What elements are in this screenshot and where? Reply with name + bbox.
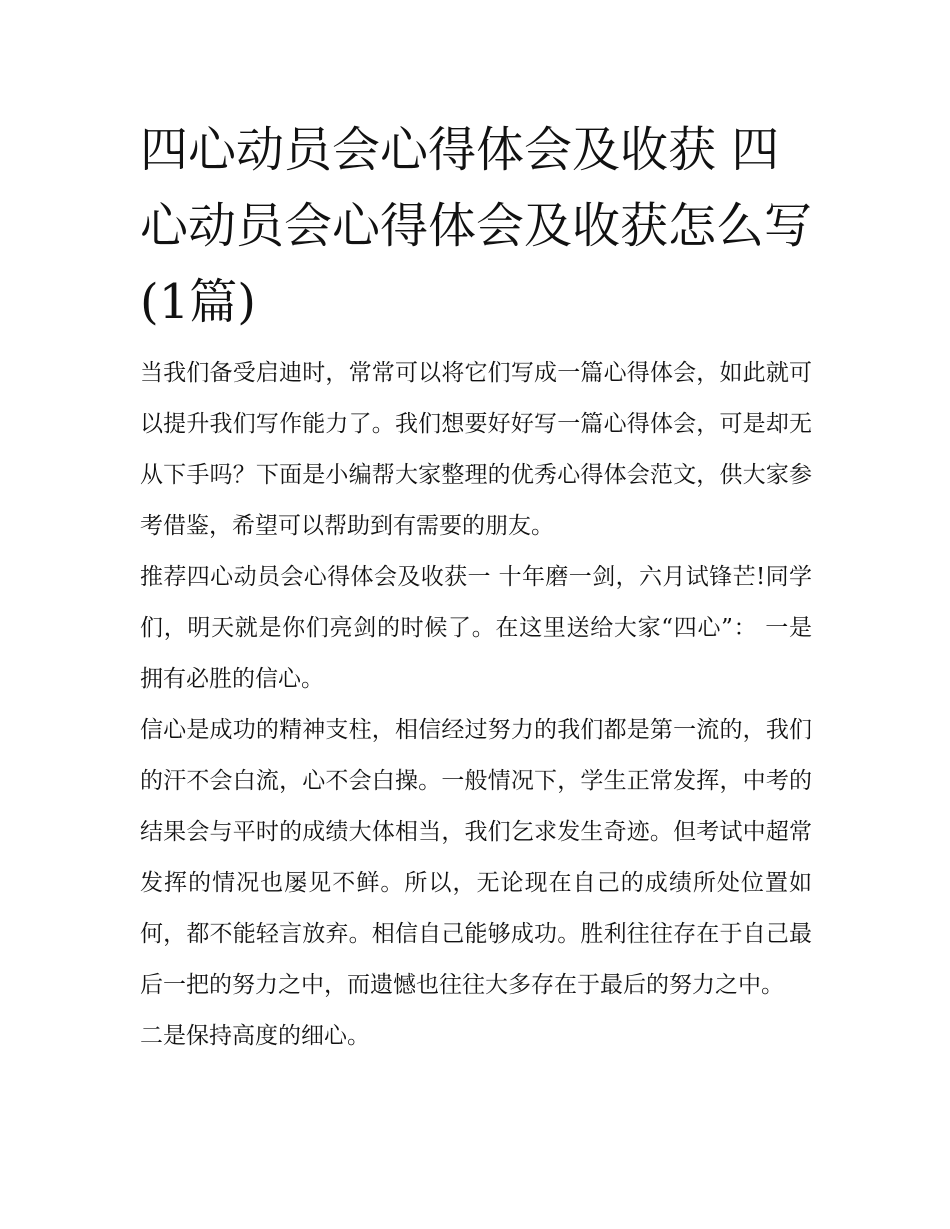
intro-paragraph: 当我们备受启迪时，常常可以将它们写成一篇心得体会，如此就可以提升我们写作能力了。我们想要好好写一篇心得体会，可是却无从下手吗？下面是小编帮大家整理的优秀心得体会范文，供大家参考借鉴，希望可以帮助到有需要的朋友。	[140, 360, 812, 539]
confidence-paragraph: 信心是成功的精神支柱，相信经过努力的我们都是第一流的，我们的汗不会白流，心不会白操。一般情况下，学生正常发挥，中考的结果会与平时的成绩大体相当，我们乞求发生奇迹。但考试中超常发挥的情况也屡见不鲜。所以，无论现在自己的成绩所处位置如何，都不能轻言放弃。相信自己能够成功。胜利往往存在于自己最后一把的努力之中，而遗憾也往往大多存在于最后的努力之中。	[140, 717, 812, 998]
document-title: 四心动员会心得体会及收获 四心动员会心得体会及收获怎么写(1篇)	[140, 122, 813, 330]
carefulness-paragraph: 二是保持高度的细心。	[140, 1023, 370, 1049]
recommend-paragraph: 推荐四心动员会心得体会及收获一 十年磨一剑，六月试锋芒!同学们，明天就是你们亮剑的时候了。在这里送给大家“四心”： 一是拥有必胜的信心。	[140, 564, 812, 692]
document-page	[140, 112, 812, 1062]
